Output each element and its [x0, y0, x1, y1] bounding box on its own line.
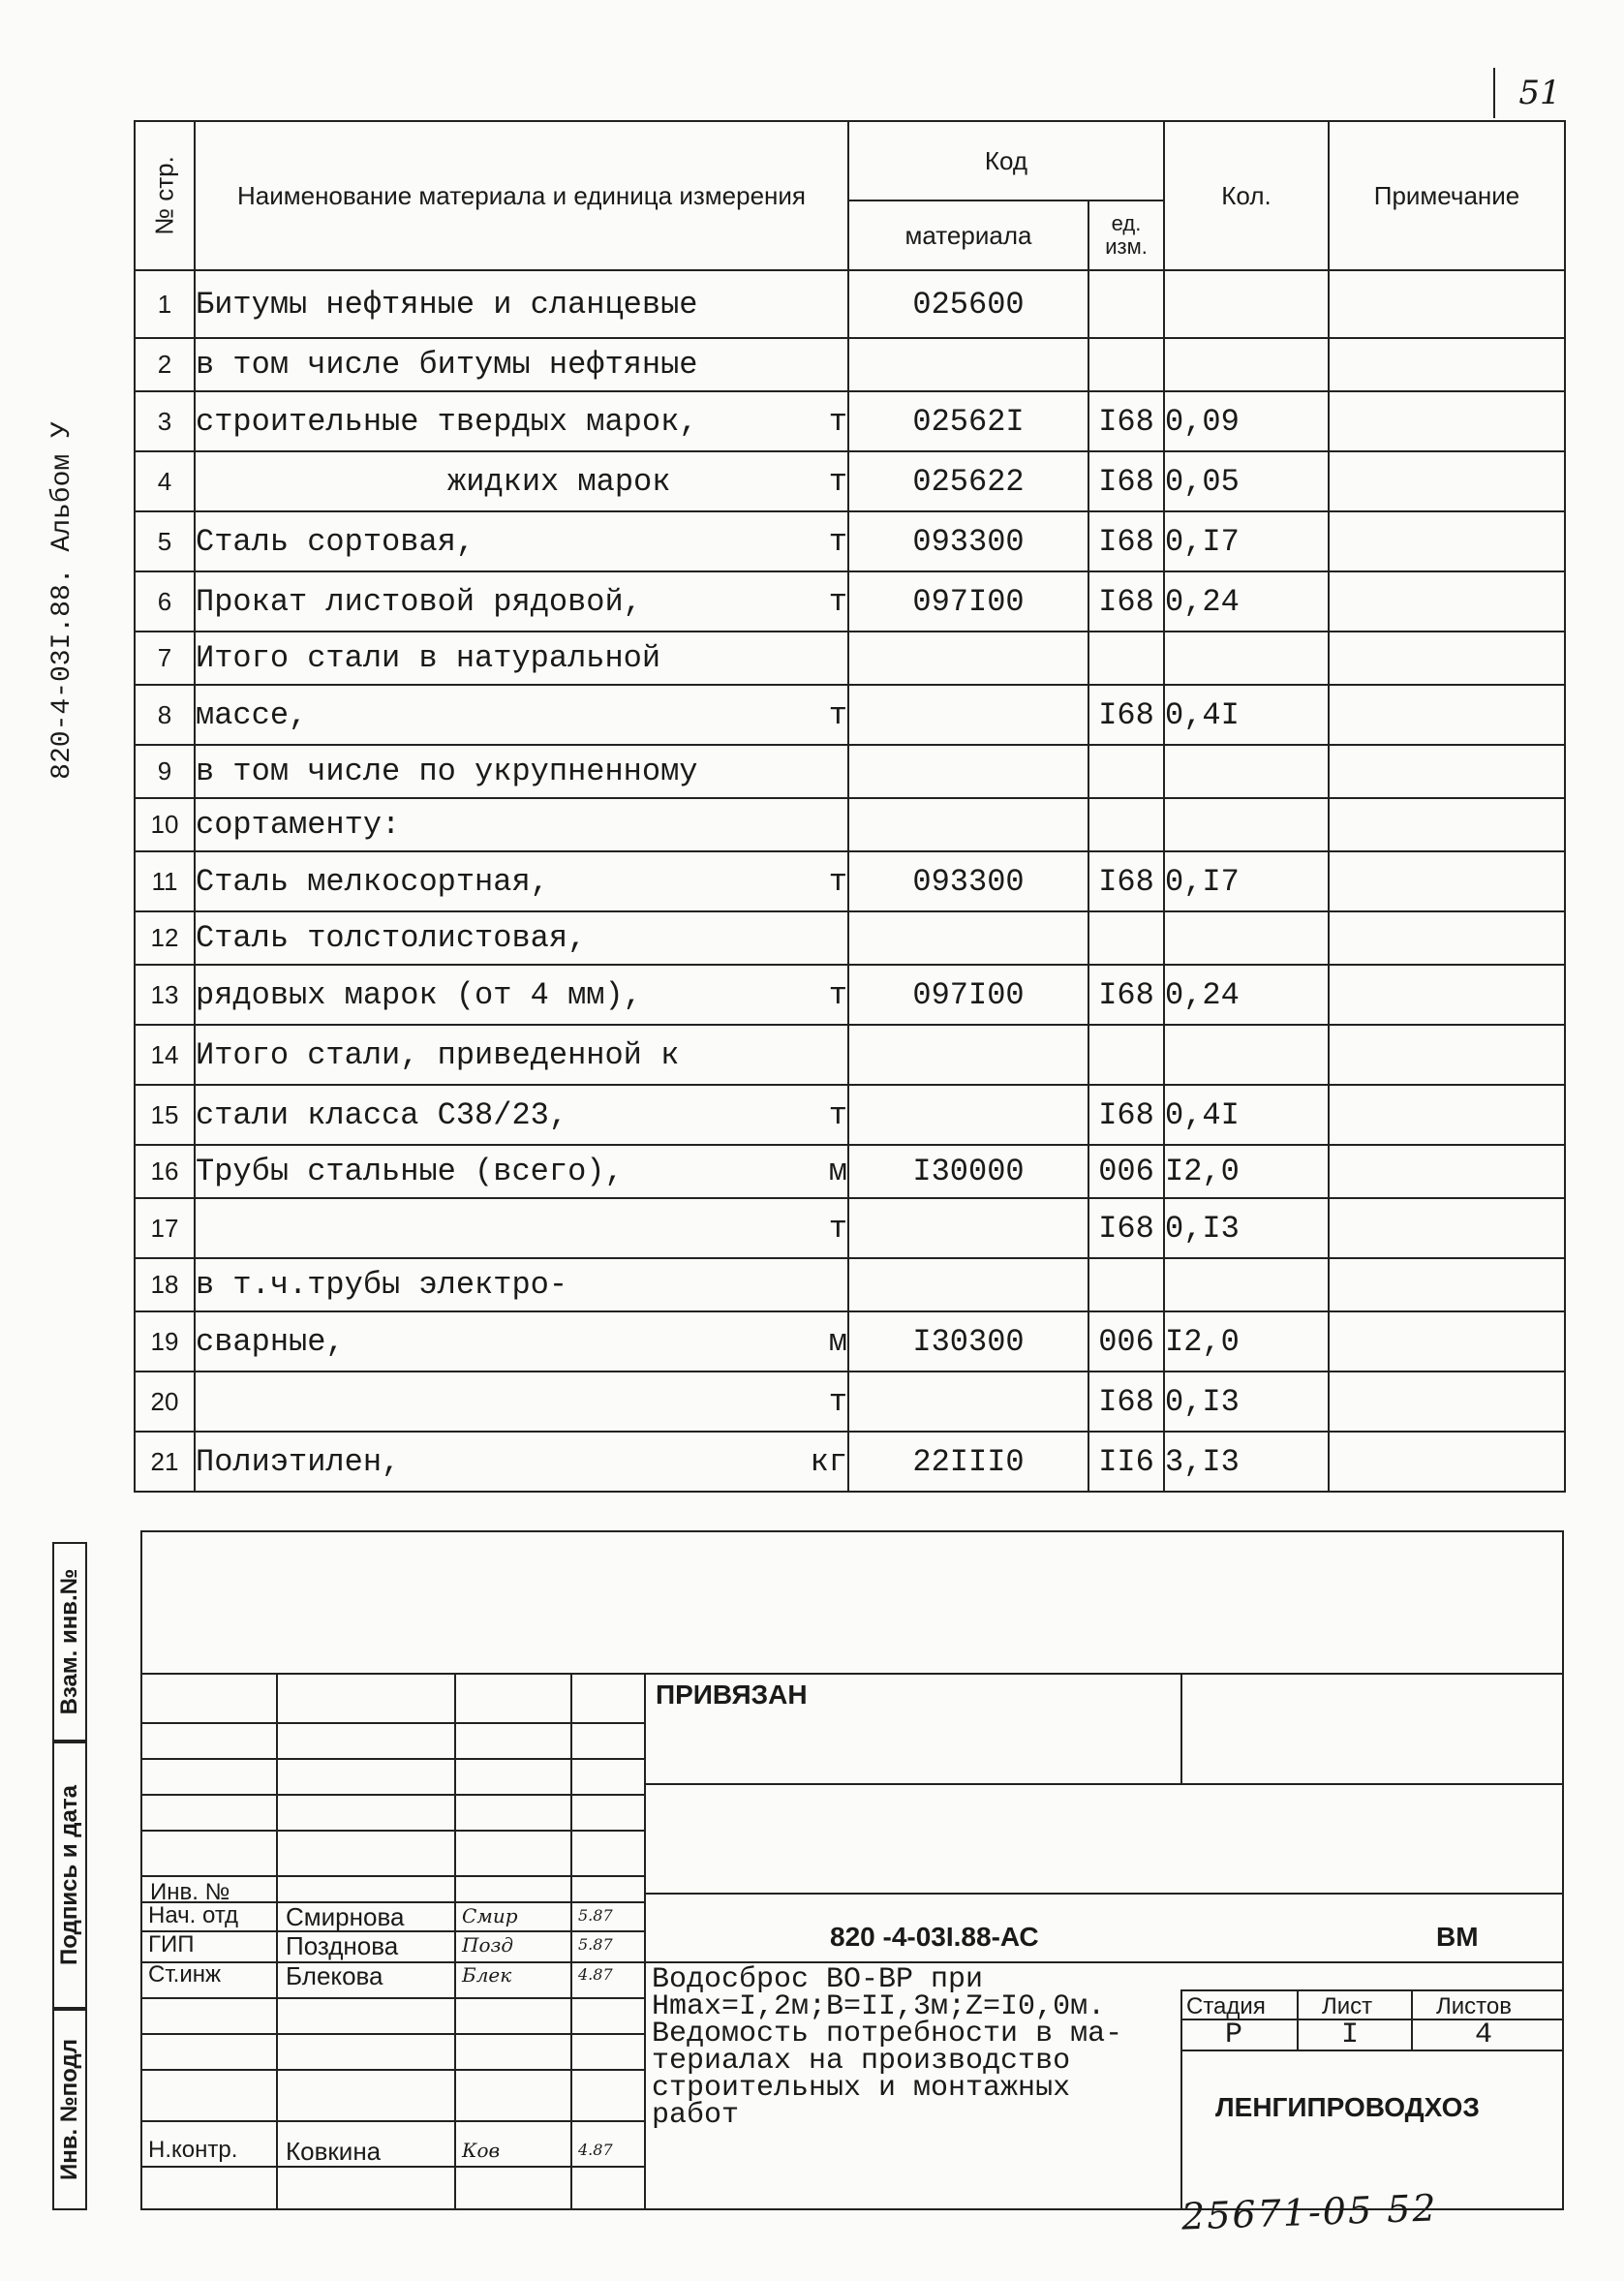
- material-name-text: Итого стали, приведенной к: [196, 1036, 680, 1073]
- table-row: [135, 391, 1565, 451]
- sign-date: 5.87: [578, 1935, 613, 1954]
- quantity: [1164, 1258, 1329, 1311]
- document-title-line: териалах на производство: [652, 2045, 1071, 2078]
- table-row: [135, 1258, 1565, 1311]
- quantity: I2,0: [1164, 1311, 1329, 1372]
- role-label: Н.контр.: [148, 2137, 238, 2163]
- signature: Позд: [462, 1933, 514, 1957]
- unit-code: [1088, 1025, 1164, 1085]
- note: [1329, 391, 1565, 451]
- document-title-line: работ: [652, 2099, 740, 2132]
- table-row: [135, 798, 1565, 851]
- material-code: 025600: [848, 270, 1088, 338]
- row-number: 4: [135, 451, 195, 511]
- material-name-text: Сталь мелкосортная,: [196, 863, 549, 900]
- row-number: 11: [135, 851, 195, 911]
- table-row: [135, 911, 1565, 965]
- note: [1329, 965, 1565, 1025]
- header-note: Примечание: [1329, 121, 1565, 270]
- quantity: 0,24: [1164, 965, 1329, 1025]
- header-code: Код: [848, 121, 1164, 200]
- header-material-code: материала: [848, 200, 1088, 270]
- table-row: [135, 965, 1565, 1025]
- note: [1329, 451, 1565, 511]
- unit-code: I68: [1088, 571, 1164, 632]
- unit-code: 006: [1088, 1145, 1164, 1198]
- sheet-label: Лист: [1322, 1993, 1373, 2019]
- row-number: 15: [135, 1085, 195, 1145]
- sign-date: 4.87: [578, 1965, 613, 1984]
- material-name: [195, 1432, 848, 1492]
- quantity: 0,4I: [1164, 1085, 1329, 1145]
- table-row: [135, 571, 1565, 632]
- note: [1329, 270, 1565, 338]
- material-name: [195, 1372, 848, 1432]
- material-name-text: стали класса С38/23,: [196, 1096, 568, 1133]
- sheet-value: I: [1341, 2019, 1360, 2051]
- note: [1329, 1311, 1565, 1372]
- footer-number: 25671-05 52: [1180, 2186, 1439, 2238]
- material-code: 093300: [848, 511, 1088, 571]
- note: [1329, 632, 1565, 685]
- note: [1329, 1085, 1565, 1145]
- note: [1329, 571, 1565, 632]
- row-number: 16: [135, 1145, 195, 1198]
- measure-unit: т: [828, 583, 847, 620]
- material-name: [195, 1025, 848, 1085]
- side-strip-sign-date-label: Подпись и дата: [56, 1785, 82, 1965]
- material-name: [195, 270, 848, 338]
- sheets-value: 4: [1475, 2019, 1493, 2051]
- row-number: 17: [135, 1198, 195, 1258]
- document-title-line: Hmax=I,2м;B=II,3м;Z=I0,0м.: [652, 1990, 1106, 2023]
- material-name-text: сварные,: [196, 1323, 345, 1360]
- quantity: [1164, 270, 1329, 338]
- table-row: [135, 1372, 1565, 1432]
- document-mark: ВМ: [1436, 1922, 1479, 1952]
- header-row-number: № стр.: [135, 121, 195, 270]
- quantity: 0,09: [1164, 391, 1329, 451]
- material-name: [195, 685, 848, 745]
- material-name-text: массе,: [196, 696, 308, 733]
- material-name: [195, 1311, 848, 1372]
- material-code: [848, 338, 1088, 391]
- material-code: [848, 1258, 1088, 1311]
- table-row: [135, 1432, 1565, 1492]
- quantity: [1164, 911, 1329, 965]
- row-number: 20: [135, 1372, 195, 1432]
- quantity: 0,24: [1164, 571, 1329, 632]
- material-code: [848, 1025, 1088, 1085]
- unit-code: I68: [1088, 511, 1164, 571]
- note: [1329, 338, 1565, 391]
- material-code: 02562I: [848, 391, 1088, 451]
- measure-unit: т: [828, 403, 847, 440]
- header-qty: Кол.: [1164, 121, 1329, 270]
- note: [1329, 745, 1565, 798]
- measure-unit: т: [828, 523, 847, 560]
- measure-unit: т: [828, 463, 847, 500]
- unit-code: I68: [1088, 391, 1164, 451]
- material-name-text: Битумы нефтяные и сланцевые: [196, 286, 698, 323]
- material-name: [195, 1085, 848, 1145]
- unit-code: [1088, 270, 1164, 338]
- table-row: [135, 1145, 1565, 1198]
- row-number: 5: [135, 511, 195, 571]
- materials-table: [134, 120, 1566, 1493]
- document-title-line: строительных и монтажных: [652, 2072, 1071, 2105]
- unit-code: I68: [1088, 685, 1164, 745]
- header-unit-code: ед. изм.: [1088, 200, 1164, 270]
- material-name: [195, 511, 848, 571]
- table-row: [135, 1085, 1565, 1145]
- unit-code: [1088, 911, 1164, 965]
- measure-unit: т: [828, 1096, 847, 1133]
- row-number: 10: [135, 798, 195, 851]
- material-code: [848, 798, 1088, 851]
- table-row: [135, 632, 1565, 685]
- quantity: 0,I3: [1164, 1198, 1329, 1258]
- table-row: [135, 338, 1565, 391]
- note: [1329, 1258, 1565, 1311]
- note: [1329, 798, 1565, 851]
- unit-code: I68: [1088, 1198, 1164, 1258]
- material-name-text: в т.ч.трубы электро-: [196, 1267, 568, 1303]
- row-number: 6: [135, 571, 195, 632]
- table-row: [135, 270, 1565, 338]
- table-row: [135, 685, 1565, 745]
- material-code: [848, 911, 1088, 965]
- material-name: [195, 851, 848, 911]
- person-name: Блекова: [286, 1961, 383, 1990]
- row-number: 9: [135, 745, 195, 798]
- table-row: [135, 1311, 1565, 1372]
- measure-unit: кг: [810, 1443, 847, 1480]
- sheets-label: Листов: [1436, 1993, 1512, 2019]
- album-side-label: 820-4-03I.88. Альбом У: [47, 421, 77, 780]
- role-label: Нач. отд: [148, 1902, 239, 1928]
- side-strip-orig-inv-label: Инв. №подл: [56, 2039, 82, 2180]
- material-name: [195, 338, 848, 391]
- inv-no-label: Инв. №: [150, 1879, 230, 1905]
- header-name: Наименование материала и единица измерения: [195, 121, 848, 270]
- note: [1329, 1025, 1565, 1085]
- material-name-text: строительные твердых марок,: [196, 403, 698, 440]
- material-name: [195, 451, 848, 511]
- quantity: 3,I3: [1164, 1432, 1329, 1492]
- unit-code: [1088, 1258, 1164, 1311]
- signature: Ков: [462, 2139, 501, 2162]
- material-name: [195, 1258, 848, 1311]
- table-row: [135, 1198, 1565, 1258]
- material-name: [195, 1198, 848, 1258]
- material-name-text: в том числе битумы нефтяные: [196, 347, 698, 383]
- row-number: 13: [135, 965, 195, 1025]
- stage-label: Стадия: [1186, 1993, 1266, 2019]
- material-name-text: Полиэтилен,: [196, 1443, 401, 1480]
- table-row: [135, 745, 1565, 798]
- quantity: I2,0: [1164, 1145, 1329, 1198]
- quantity: [1164, 632, 1329, 685]
- measure-unit: т: [828, 696, 847, 733]
- material-code: [848, 1372, 1088, 1432]
- unit-code: [1088, 632, 1164, 685]
- table-row: [135, 1025, 1565, 1085]
- material-name-text: в том числе по укрупненному: [196, 754, 698, 789]
- measure-unit: т: [828, 1210, 847, 1247]
- material-name: [195, 391, 848, 451]
- privyazan-label: ПРИВЯЗАН: [656, 1680, 808, 1710]
- person-name: Позднова: [286, 1931, 399, 1960]
- material-code: [848, 1085, 1088, 1145]
- quantity: 0,I3: [1164, 1372, 1329, 1432]
- sign-date: 4.87: [578, 2141, 613, 2159]
- material-name-text: сортаменту:: [196, 807, 401, 843]
- quantity: 0,4I: [1164, 685, 1329, 745]
- unit-code: [1088, 745, 1164, 798]
- material-code: [848, 632, 1088, 685]
- organization: ЛЕНГИПРОВОДХОЗ: [1215, 2092, 1480, 2122]
- note: [1329, 1372, 1565, 1432]
- material-code: I30000: [848, 1145, 1088, 1198]
- material-name: [195, 911, 848, 965]
- unit-code: I68: [1088, 1085, 1164, 1145]
- material-name: [195, 632, 848, 685]
- side-strip-swap-inv-label: Взам. инв.№: [56, 1568, 82, 1715]
- row-number: 14: [135, 1025, 195, 1085]
- material-name: [195, 571, 848, 632]
- unit-code: 006: [1088, 1311, 1164, 1372]
- material-name-text: Итого стали в натуральной: [196, 640, 661, 676]
- document-title: [652, 1963, 1123, 2132]
- row-number: 21: [135, 1432, 195, 1492]
- material-name-text: Сталь толстолистовая,: [196, 920, 587, 956]
- quantity: 0,05: [1164, 451, 1329, 511]
- material-name: [195, 965, 848, 1025]
- material-code: [848, 685, 1088, 745]
- note: [1329, 1432, 1565, 1492]
- material-name: [195, 745, 848, 798]
- note: [1329, 511, 1565, 571]
- note: [1329, 1198, 1565, 1258]
- unit-code: [1088, 338, 1164, 391]
- role-label: Ст.инж: [148, 1961, 222, 1988]
- row-number: 8: [135, 685, 195, 745]
- material-name: [195, 798, 848, 851]
- role-label: ГИП: [148, 1931, 195, 1957]
- measure-unit: т: [828, 1383, 847, 1420]
- title-block: [140, 1530, 1564, 2210]
- sign-date: 5.87: [578, 1906, 613, 1925]
- row-number: 3: [135, 391, 195, 451]
- unit-code: [1088, 798, 1164, 851]
- material-code: I30300: [848, 1311, 1088, 1372]
- material-code: 093300: [848, 851, 1088, 911]
- row-number: 18: [135, 1258, 195, 1311]
- material-code: [848, 745, 1088, 798]
- material-code: 22III0: [848, 1432, 1088, 1492]
- quantity: [1164, 338, 1329, 391]
- table-row: [135, 451, 1565, 511]
- quantity: [1164, 745, 1329, 798]
- material-code: [848, 1198, 1088, 1258]
- material-name-text: жидких марок: [447, 463, 671, 500]
- page-number: 51: [1518, 74, 1561, 112]
- note: [1329, 851, 1565, 911]
- person-name: Смирнова: [286, 1902, 405, 1931]
- measure-unit: м: [828, 1154, 847, 1189]
- signature: Блек: [462, 1963, 512, 1987]
- note: [1329, 911, 1565, 965]
- stage-value: Р: [1225, 2019, 1243, 2051]
- measure-unit: м: [828, 1323, 847, 1360]
- document-title-line: Водосброс ВО-ВР при: [652, 1963, 984, 1996]
- unit-code: I68: [1088, 451, 1164, 511]
- note: [1329, 1145, 1565, 1198]
- row-number: 19: [135, 1311, 195, 1372]
- material-name-text: рядовых марок (от 4 мм),: [196, 976, 642, 1013]
- unit-code: I68: [1088, 1372, 1164, 1432]
- unit-code: I68: [1088, 851, 1164, 911]
- page-number-frame: [1493, 68, 1495, 118]
- unit-code: II6: [1088, 1432, 1164, 1492]
- document-code: 820 -4-03I.88-АС: [830, 1922, 1039, 1952]
- row-number: 7: [135, 632, 195, 685]
- material-code: 025622: [848, 451, 1088, 511]
- quantity: 0,I7: [1164, 511, 1329, 571]
- table-row: [135, 511, 1565, 571]
- row-number: 1: [135, 270, 195, 338]
- measure-unit: т: [828, 976, 847, 1013]
- material-name-text: Трубы стальные (всего),: [196, 1154, 624, 1189]
- quantity: 0,I7: [1164, 851, 1329, 911]
- quantity: [1164, 798, 1329, 851]
- row-number: 2: [135, 338, 195, 391]
- note: [1329, 685, 1565, 745]
- row-number: 12: [135, 911, 195, 965]
- person-name: Ковкина: [286, 2137, 382, 2166]
- quantity: [1164, 1025, 1329, 1085]
- material-name-text: Сталь сортовая,: [196, 523, 475, 560]
- material-name: [195, 1145, 848, 1198]
- table-row: [135, 851, 1565, 911]
- document-title-line: Ведомость потребности в ма-: [652, 2018, 1123, 2050]
- signature: Смир: [462, 1904, 518, 1927]
- measure-unit: т: [828, 863, 847, 900]
- material-name-text: Прокат листовой рядовой,: [196, 583, 642, 620]
- material-code: 097I00: [848, 571, 1088, 632]
- material-code: 097I00: [848, 965, 1088, 1025]
- unit-code: I68: [1088, 965, 1164, 1025]
